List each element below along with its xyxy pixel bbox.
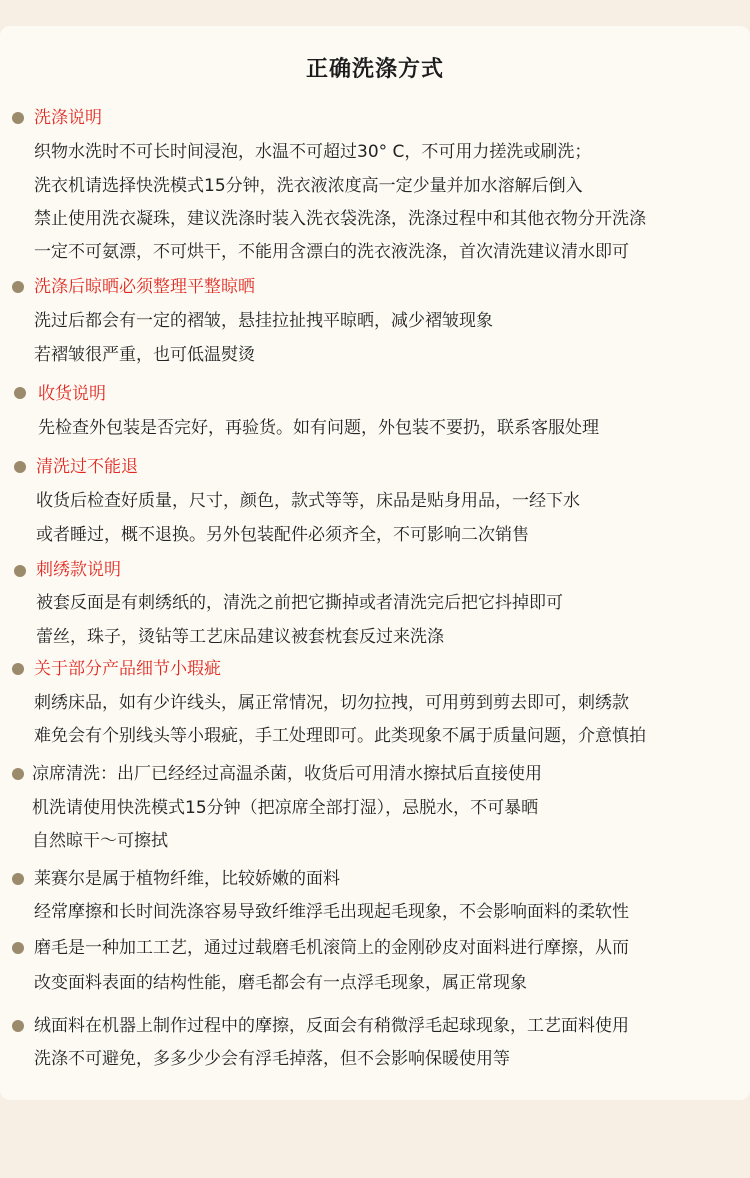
section-line: 蕾丝，珠子，烫钻等工艺床品建议被套枕套反过来洗涤 — [36, 627, 444, 647]
section-line: 凉席清洗：出厂已经经过高温杀菌，收货后可用清水擦拭后直接使用 — [32, 764, 542, 784]
bullet-icon — [12, 1020, 24, 1032]
section-heading: 收货说明 — [38, 384, 106, 404]
bullet-icon — [12, 942, 24, 954]
bullet-icon — [12, 873, 24, 885]
page-title: 正确洗涤方式 — [305, 57, 444, 82]
section-line: 若褶皱很严重，也可低温熨烫 — [34, 345, 255, 365]
bullet-icon — [12, 663, 24, 675]
section-heading: 清洗过不能退 — [36, 457, 138, 477]
bullet-icon — [14, 461, 26, 473]
bullet-icon — [12, 112, 24, 124]
section-line: 刺绣床品，如有少许线头，属正常情况，切勿拉拽，可用剪到剪去即可，刺绣款 — [34, 693, 629, 713]
section-line: 绒面料在机器上制作过程中的摩擦，反面会有稍微浮毛起球现象，工艺面料使用 — [34, 1016, 629, 1036]
section-line: 磨毛是一种加工工艺，通过过载磨毛机滚筒上的金刚砂皮对面料进行摩擦，从而 — [34, 938, 629, 958]
section-heading: 洗涤说明 — [34, 108, 102, 128]
bullet-icon — [12, 768, 24, 780]
section-line: 自然晾干～可擦拭 — [32, 831, 168, 851]
section-line: 禁止使用洗衣凝珠，建议洗涤时装入洗衣袋洗涤，洗涤过程中和其他衣物分开洗涤 — [34, 209, 646, 229]
section-line: 经常摩擦和长时间洗涤容易导致纤维浮毛出现起毛现象，不会影响面料的柔软性 — [34, 902, 629, 922]
bullet-icon — [12, 281, 24, 293]
section-line: 难免会有个别线头等小瑕疵，手工处理即可。此类现象不属于质量问题，介意慎拍 — [34, 726, 646, 746]
section-line: 或者睡过，概不退换。另外包装配件必须齐全，不可影响二次销售 — [36, 525, 529, 545]
section-line: 洗涤不可避免，多多少少会有浮毛掉落，但不会影响保暖使用等 — [34, 1049, 510, 1069]
section-line: 被套反面是有刺绣纸的，清洗之前把它撕掉或者清洗完后把它抖掉即可 — [36, 593, 563, 613]
section-heading: 洗涤后晾晒必须整理平整晾晒 — [34, 277, 255, 297]
section-line: 改变面料表面的结构性能，磨毛都会有一点浮毛现象，属正常现象 — [34, 973, 527, 993]
section-line: 洗衣机请选择快洗模式15分钟，洗衣液浓度高一定少量并加水溶解后倒入 — [34, 176, 583, 196]
section-line: 织物水洗时不可长时间浸泡，水温不可超过30° C，不可用力搓洗或刷洗； — [34, 142, 592, 162]
section-line: 一定不可氨漂，不可烘干，不能用含漂白的洗衣液洗涤，首次清洗建议清水即可 — [34, 242, 629, 262]
section-line: 机洗请使用快洗模式15分钟（把凉席全部打湿），忌脱水，不可暴晒 — [32, 798, 539, 818]
section-line: 先检查外包装是否完好，再验货。如有问题，外包装不要扔，联系客服处理 — [38, 418, 599, 438]
section-line: 洗过后都会有一定的褶皱，悬挂拉扯拽平晾晒，减少褶皱现象 — [34, 311, 493, 331]
bullet-icon — [14, 387, 26, 399]
section-line: 收货后检查好质量，尺寸，颜色，款式等等，床品是贴身用品，一经下水 — [36, 491, 580, 511]
section-heading: 刺绣款说明 — [36, 560, 121, 580]
section-line: 莱赛尔是属于植物纤维，比较娇嫩的面料 — [34, 869, 340, 889]
bullet-icon — [14, 565, 26, 577]
section-heading: 关于部分产品细节小瑕疵 — [34, 659, 221, 679]
